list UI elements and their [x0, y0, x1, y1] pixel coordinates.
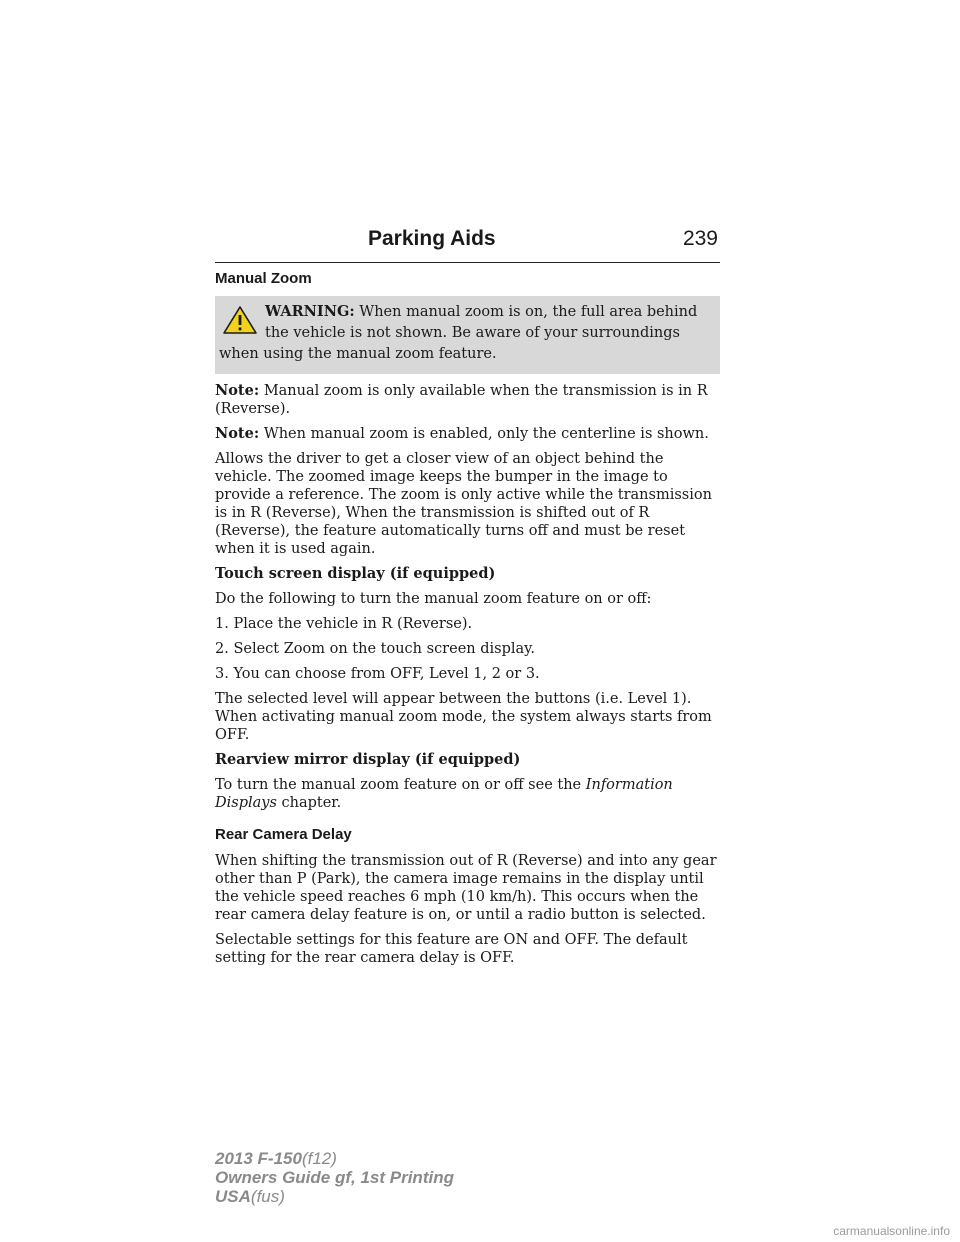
page-header [215, 226, 720, 263]
rearview-text [215, 776, 720, 812]
footer-market-code: (fus) [250, 1187, 285, 1206]
footer-market: USA [215, 1187, 251, 1206]
chapter-reference: Information Displays [215, 777, 673, 811]
warning-text: When manual zoom is on, the full area behind the vehicle is not shown. Be aware of your surroundings when using the manual zoom feature. [219, 304, 698, 362]
footer-line-3 [215, 1187, 454, 1206]
note-reverse-only [215, 382, 720, 418]
section-title: Parking Aids [368, 227, 496, 250]
manual-zoom-description: Allows the driver to get a closer view of an object behind the vehicle. The zoomed image keeps the bumper in the image to provide a reference. The zoom is only active while the transmission is in R (Reverse), When the transmission is shifted out of R (Reverse), the feature automatically turns off and must be reset when it is used again. [215, 451, 712, 557]
footer-model: 2013 F-150 [215, 1149, 302, 1168]
footer-line-1 [215, 1149, 454, 1168]
rear-camera-delay-p1: When shifting the transmission out of R (Reverse) and into any gear other than P (Park), the camera image remains in the display until the vehicle speed reaches 6 mph (10 km/h). This occurs when the rear camera delay feature is on, or until a radio button is selected. [215, 853, 717, 923]
site-watermark: carmanualsonline.info [833, 1224, 950, 1238]
note-label: Note: [215, 425, 260, 442]
warning-label: WARNING: [265, 303, 355, 320]
warning-triangle-icon [222, 305, 258, 335]
footer-model-code: (f12) [301, 1149, 337, 1168]
page-content [215, 270, 720, 974]
rear-camera-delay-heading: Rear Camera Delay [215, 826, 352, 843]
rearview-text-after: chapter. [281, 795, 342, 811]
rearview-heading: Rearview mirror display (if equipped) [215, 751, 521, 768]
footer-line-2: Owners Guide gf, 1st Printing [215, 1168, 454, 1187]
print-footer [215, 1149, 454, 1206]
page-number: 239 [682, 227, 718, 250]
warning-box [215, 296, 720, 374]
touch-screen-after: The selected level will appear between the buttons (i.e. Level 1). When activating manual zoom mode, the system always starts from OFF. [215, 691, 712, 743]
step-3: 3. You can choose from OFF, Level 1, 2 or 3. [215, 666, 540, 682]
note-centerline [215, 425, 720, 443]
touch-screen-heading: Touch screen display (if equipped) [215, 565, 496, 582]
rear-camera-delay-p2: Selectable settings for this feature are ON and OFF. The default setting for the rear camera delay is OFF. [215, 932, 688, 966]
rearview-text-before: To turn the manual zoom feature on or off see the [215, 777, 582, 793]
step-1: 1. Place the vehicle in R (Reverse). [215, 616, 473, 632]
touch-screen-intro: Do the following to turn the manual zoom feature on or off: [215, 591, 652, 607]
step-2: 2. Select Zoom on the touch screen display. [215, 641, 536, 657]
manual-zoom-heading: Manual Zoom [215, 270, 312, 287]
note-text: Manual zoom is only available when the transmission is in R (Reverse). [215, 383, 708, 417]
note-label: Note: [215, 382, 260, 399]
note-text: When manual zoom is enabled, only the centerline is shown. [263, 426, 709, 442]
